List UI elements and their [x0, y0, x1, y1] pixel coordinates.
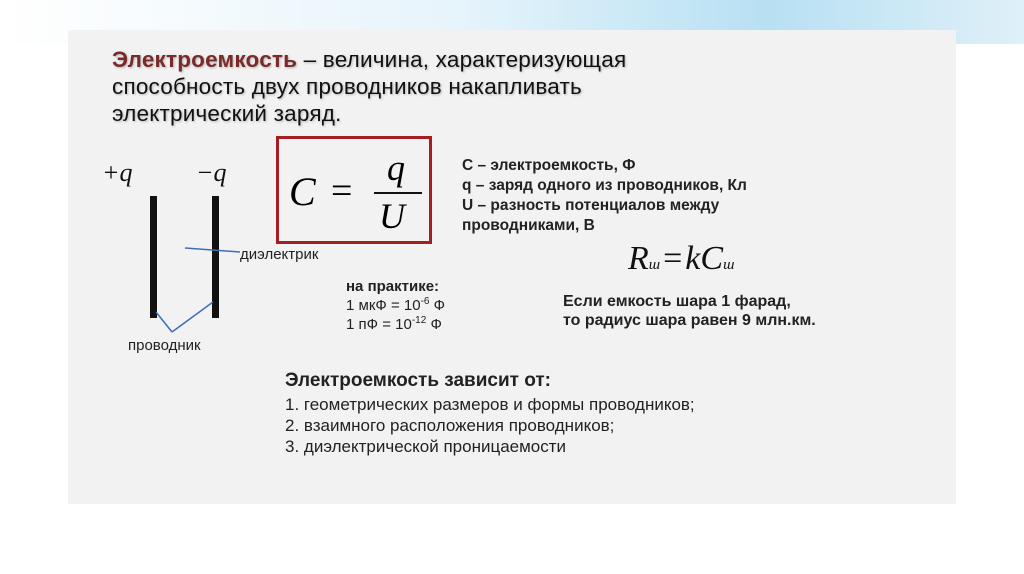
sphere-formula-equals: =: [663, 240, 683, 277]
title-line-3: электрический заряд.: [112, 101, 342, 126]
practice-row-micro: [346, 296, 445, 315]
sphere-note-line-1: Если емкость шара 1 фарад,: [563, 293, 791, 310]
formula-c: C: [289, 169, 316, 214]
definitions-list: [462, 156, 747, 236]
practice-block: [346, 277, 445, 334]
sphere-note-line-2: то радиус шара равен 9 млн.км.: [563, 312, 816, 329]
practice-row-micro-unit: Ф: [429, 297, 446, 314]
sphere-formula-sub-r: ш: [648, 257, 661, 273]
conductor-plate-right: [212, 196, 219, 318]
practice-row-pico-unit: Ф: [426, 316, 442, 333]
sphere-formula-sub-c: ш: [723, 257, 735, 273]
depends-list: [285, 394, 695, 457]
depends-heading: Электроемкость зависит от:: [285, 370, 551, 391]
fraction-bar: [374, 192, 422, 194]
definition-u-cont: проводниками, В: [462, 217, 595, 234]
practice-row-pico-value: 1 пФ = 10: [346, 316, 412, 333]
title-line-1: [112, 46, 626, 73]
title-term: Электроемкость: [112, 47, 298, 72]
title-line-1-rest: – величина, характеризующая: [297, 47, 627, 72]
slide-title: [112, 46, 626, 127]
conductor-pointer-left: [156, 312, 172, 332]
formula-denominator: U: [379, 196, 405, 236]
sphere-formula-r: R: [628, 240, 649, 277]
sphere-formula-c: C: [700, 240, 724, 277]
definition-u: U – разность потенциалов между: [462, 197, 720, 214]
depends-item-arrangement: 2. взаимного расположения проводников;: [285, 416, 615, 435]
practice-row-pico: [346, 315, 445, 334]
capacitor-diagram: [100, 190, 270, 340]
title-line-2: способность двух проводников накапливать: [112, 74, 582, 99]
sphere-formula: [628, 240, 734, 278]
capacitance-formula-box: [276, 136, 432, 244]
depends-item-geometry: 1. геометрических размеров и формы проводников;: [285, 395, 695, 414]
sphere-note: [563, 292, 816, 330]
practice-heading: на практике:: [346, 278, 440, 295]
conductor-label: проводник: [128, 337, 201, 354]
formula-equals: =: [331, 170, 353, 212]
depends-item-permittivity: 3. диэлектрической проницаемости: [285, 437, 567, 456]
sphere-formula-k: k: [685, 240, 701, 277]
definition-c: С – электроемкость, Ф: [462, 157, 636, 174]
formula-numerator: q: [387, 148, 405, 188]
definition-q: q – заряд одного из проводников, Кл: [462, 177, 747, 194]
minus-charge-label: −q: [196, 158, 227, 187]
practice-row-micro-exp: -6: [420, 296, 430, 307]
practice-row-micro-value: 1 мкФ = 10: [346, 297, 421, 314]
conductor-pointer-right: [172, 302, 213, 332]
practice-row-pico-exp: -12: [411, 315, 427, 326]
conductor-plate-left: [150, 196, 157, 318]
plus-charge-label: +q: [102, 158, 133, 187]
dielectric-label: диэлектрик: [240, 246, 319, 263]
depends-block: [285, 368, 695, 457]
